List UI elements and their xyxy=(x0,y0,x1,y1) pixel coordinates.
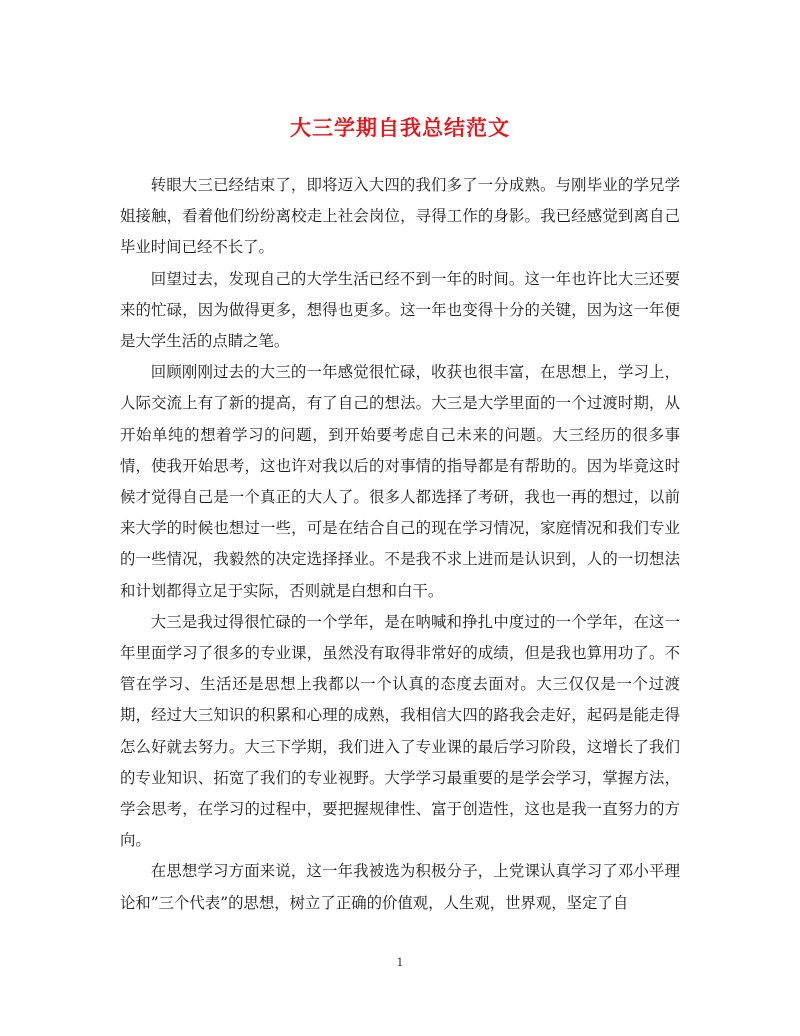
paragraph-5: 在思想学习方面来说，这一年我被选为积极分子，上党课认真学习了邓小平理论和”三个代表”的思想，树立了正确的价值观，人生观，世界观，坚定了自 xyxy=(120,862,680,912)
paragraph-3: 回顾刚刚过去的大三的一年感觉很忙碌，收获也很丰富，在思想上，学习上，人际交流上有了新的提高，有了自己的想法。大三是大学里面的一个过渡时期，从开始单纯的想着学习的问题，到开始要考虑自己未来的问题。大三经历的很多事情，使我开始思考，这也许对我以后的对事情的指导都是有帮助的。因为毕竟这时候才觉得自己是一个真正的大人了。很多人都选择了考研，我也一再的想过，以前来大学的时候也想过一些，可是在结合自己的现在学习情况，家庭情况和我们专业的一些情况，我毅然的决定选择择业。不是我不求上进而是认识到，人的一切想法和计划都得立足于实际，否则就是白想和白干。 xyxy=(120,363,680,600)
paragraph-1: 转眼大三已经结束了，即将迈入大四的我们多了一分成熟。与刚毕业的学兄学姐接触，看着他们纷纷离校走上社会岗位，寻得工作的身影。我已经感觉到离自己毕业时间已经不长了。 xyxy=(120,176,680,257)
paragraph-4: 大三是我过得很忙碌的一个学年，是在呐喊和挣扎中度过的一个学年，在这一年里面学习了很多的专业课，虽然没有取得非常好的成绩，但是我也算用功了。不管在学习、生活还是思想上我都以一个认真的态度去面对。大三仅仅是一个过渡期，经过大三知识的积累和心理的成熟，我相信大四的路我会走好，起码是能走得怎么好就去努力。大三下学期，我们进入了专业课的最后学习阶段，这增长了我们的专业知识、拓宽了我们的专业视野。大学学习最重要的是学会学习，掌握方法，学会思考，在学习的过程中，要把握规律性、富于创造性，这也是我一直努力的方向。 xyxy=(120,612,680,850)
paragraph-2: 回望过去，发现自己的大学生活已经不到一年的时间。这一年也许比大三还要来的忙碌，因为做得更多，想得也更多。这一年也变得十分的关键，因为这一年便是大学生活的点睛之笔。 xyxy=(120,269,680,351)
document-body xyxy=(120,170,680,919)
document-title: 大三学期自我总结范文 xyxy=(290,115,510,140)
page-number: 1 xyxy=(396,956,404,969)
